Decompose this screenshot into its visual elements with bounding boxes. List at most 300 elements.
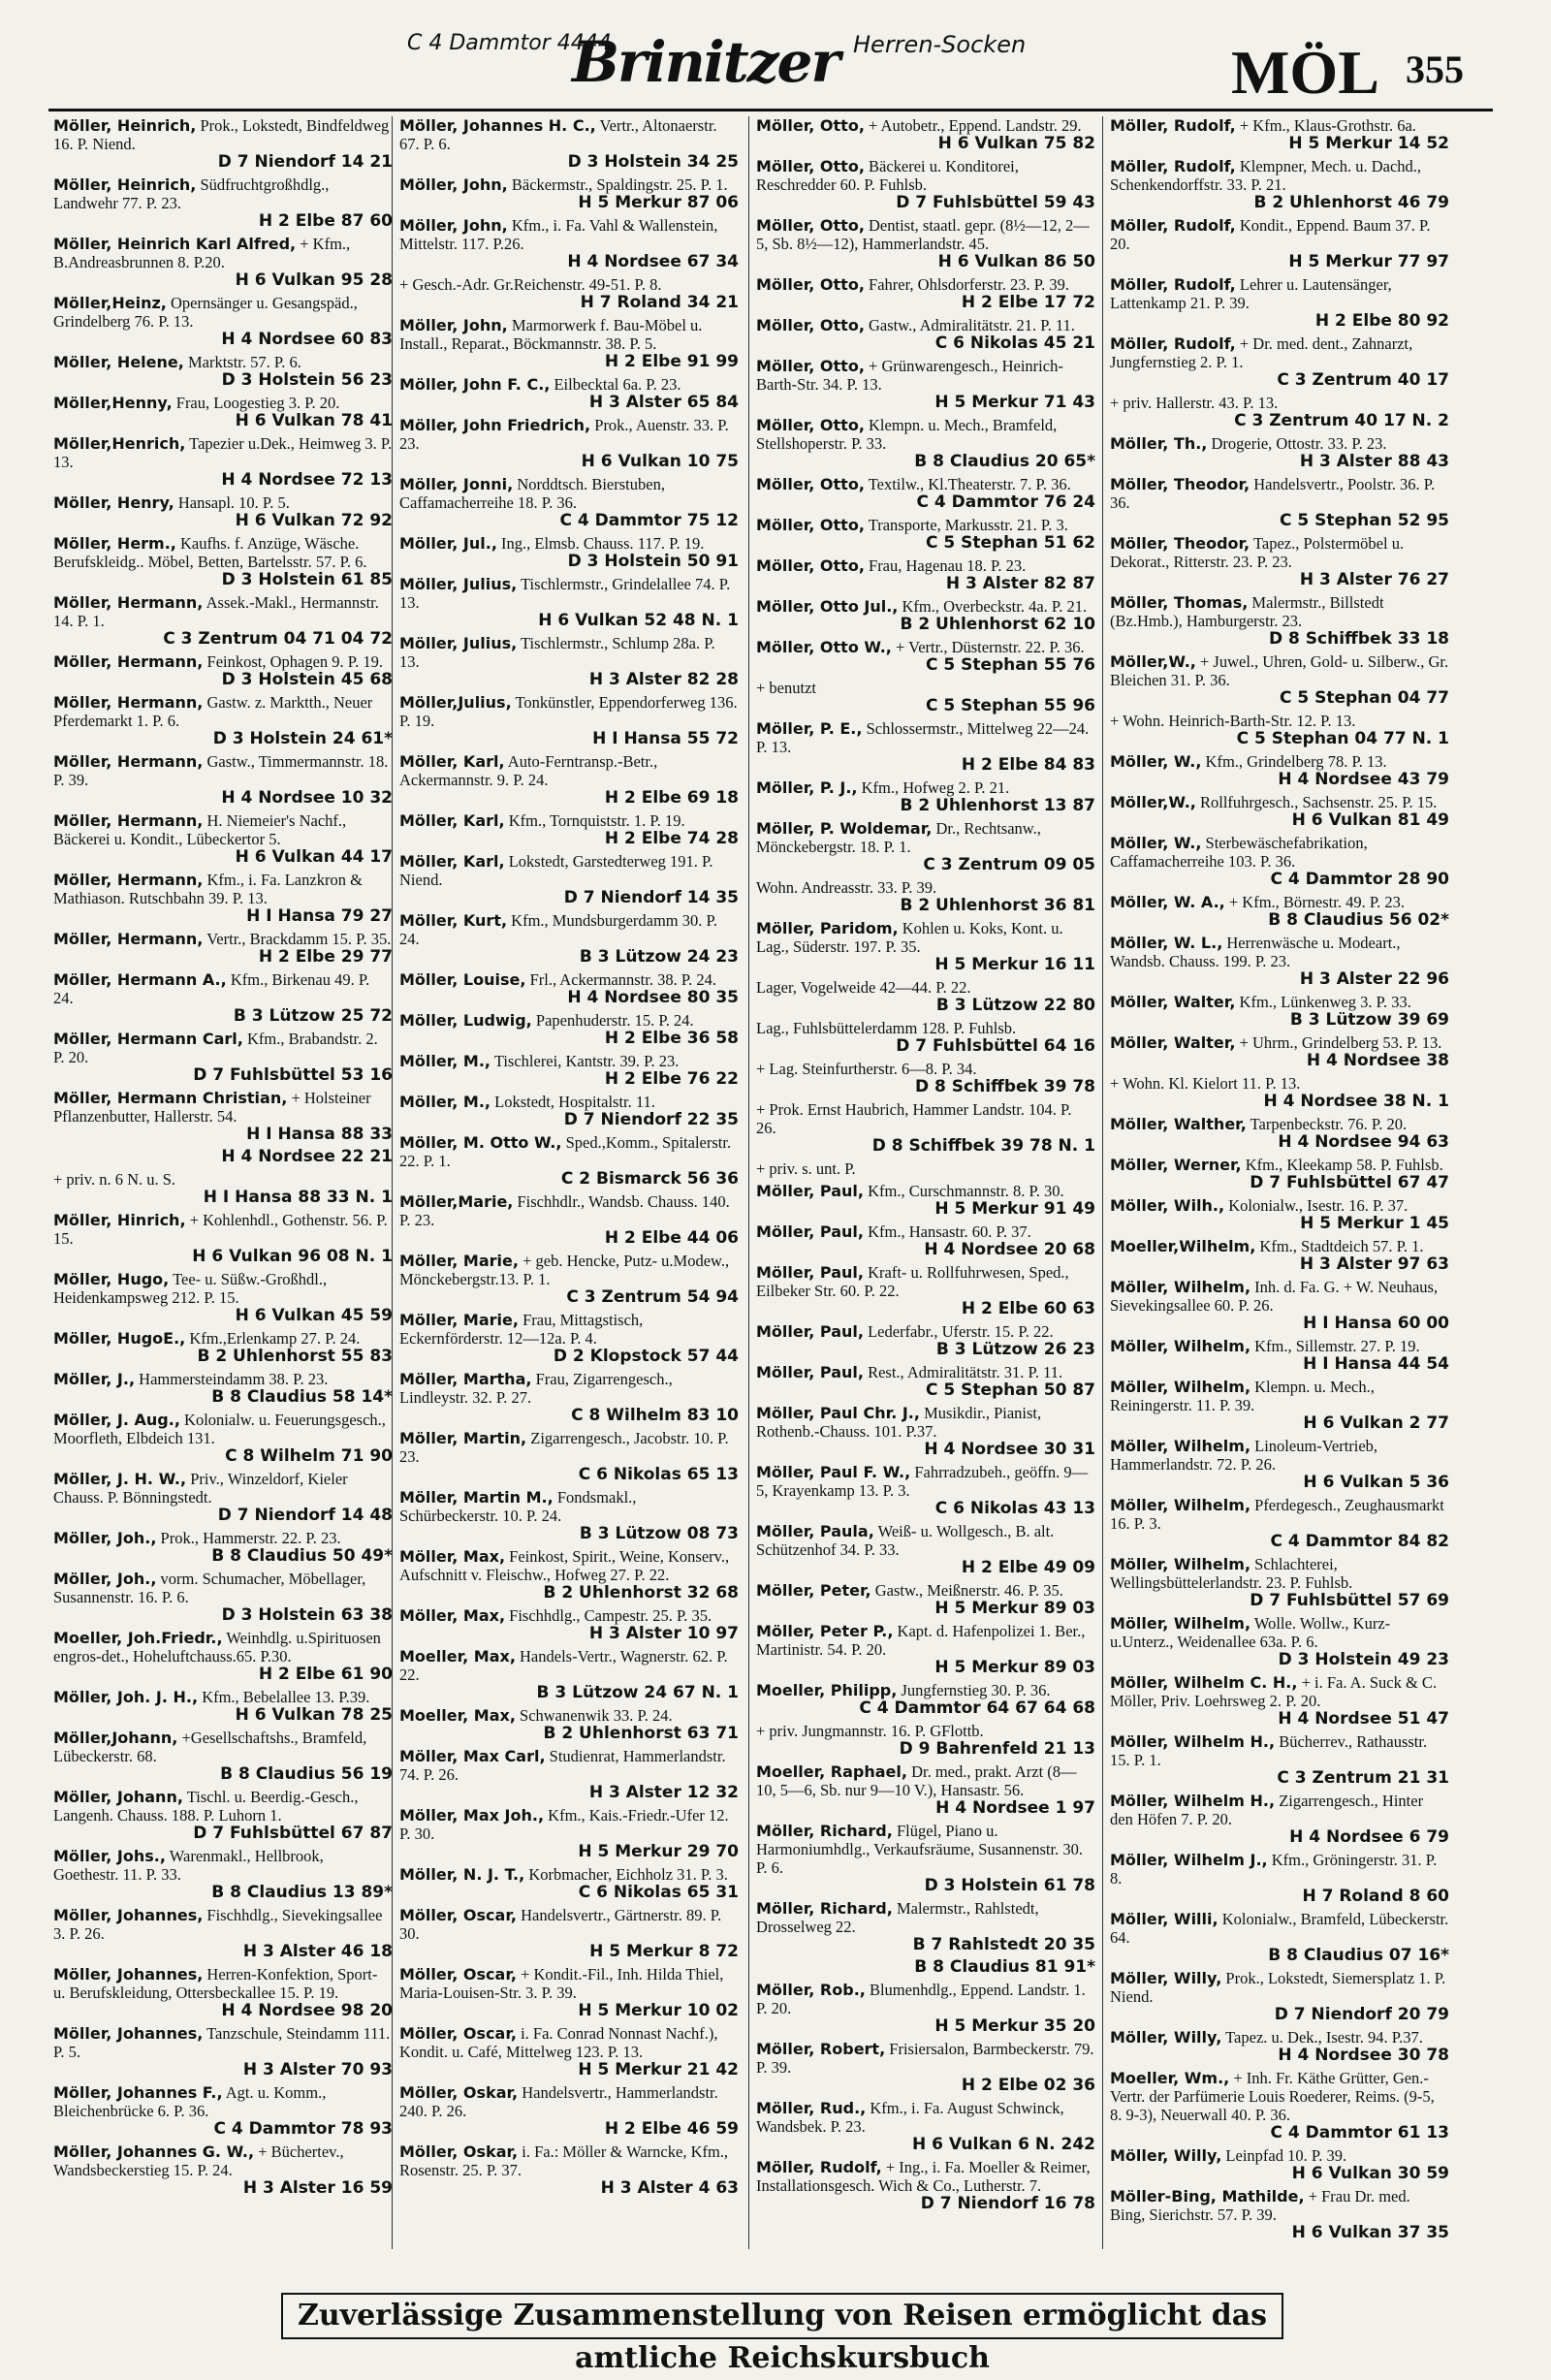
entry-phone: H 2 Elbe 61 90	[258, 1665, 393, 1684]
entry-name: Möller, Rob.,	[756, 1981, 866, 1999]
entry-details: Sped.,Komm., Spitalerstr. 22. P. 1.	[399, 1133, 732, 1170]
entry-phone: B 3 Lützow 25 72	[233, 1006, 393, 1026]
entry-name: Möller, J. Aug.,	[53, 1411, 180, 1429]
entry-phone: D 7 Niendorf 22 35	[563, 1110, 739, 1129]
directory-entry	[1110, 2187, 1449, 2242]
entry-phone: H I Hansa 88 33	[246, 1125, 393, 1144]
directory-entry	[53, 1148, 393, 1166]
entry-name: Möller, Rudolf,	[756, 2158, 882, 2176]
entry-phone: H 3 Alster 82 28	[588, 670, 739, 689]
entry-phone: H 3 Alster 88 43	[1299, 452, 1449, 471]
directory-entry	[399, 693, 739, 748]
entry-phone: D 7 Fuhlsbüttel 64 16	[896, 1036, 1095, 1056]
entry-details: Lokstedt, Hospitalstr. 11.	[494, 1093, 655, 1111]
entry-details: Kondit., Eppend. Baum 37. P. 20.	[1110, 216, 1431, 253]
entry-details: Tee- u. Süßw.-Großhdl., Heidenkampsweg 212. P. 15.	[53, 1270, 328, 1307]
directory-entry	[1110, 275, 1449, 331]
directory-entry	[399, 1252, 739, 1307]
entry-details: Textilw., Kl.Theaterstr. 7. P. 36.	[868, 475, 1071, 493]
entry-phone: H 3 Alster 46 18	[242, 1942, 393, 1961]
entry-name: Möller, Hermann,	[53, 811, 204, 830]
entry-name: Möller, Louise,	[399, 970, 526, 989]
entry-name: Möller,Julius,	[399, 693, 512, 712]
directory-entry	[1110, 334, 1449, 390]
entry-phone: H 4 Nordsee 98 20	[221, 2001, 393, 2020]
entry-name: Möller, M. Otto W.,	[399, 1133, 562, 1152]
entry-name: Möller, Willi,	[1110, 1910, 1219, 1928]
entry-phone: H 3 Alster 76 27	[1299, 570, 1449, 589]
directory-entry	[53, 930, 393, 967]
entry-phone: H 5 Merkur 8 72	[589, 1942, 739, 1961]
entry-phone: B 8 Claudius 50 49*	[211, 1546, 393, 1566]
entry-details: Jungfernstieg 30. P. 36.	[901, 1681, 1051, 1699]
entry-name: Möller, Peter P.,	[756, 1622, 894, 1640]
entry-phone: H 6 Vulkan 78 25	[235, 1705, 393, 1725]
entry-phone: C 4 Dammtor 61 13	[1270, 2123, 1449, 2142]
entry-name: Möller, Otto,	[756, 357, 865, 375]
entry-details: Frau, Zigarrengesch., Lindleystr. 32. P. 27.	[399, 1370, 673, 1407]
directory-entry	[756, 2158, 1095, 2213]
entry-details: Tapez., Polstermöbel u. Dekorat., Ritterstr. 23. P. 23.	[1110, 534, 1405, 571]
entry-name: Möller, P. Woldemar,	[756, 819, 933, 838]
directory-entry	[756, 1722, 1095, 1759]
directory-entry	[399, 275, 739, 312]
entry-details: Weinhdlg. u.Spirituosen engros-det., Hoheluftchauss.65. P.30.	[53, 1629, 381, 1666]
entry-name: Möller, Johannes,	[53, 1965, 204, 1983]
entry-details: Feinkost, Ophagen 9. P. 19.	[206, 652, 384, 671]
directory-entry	[399, 1052, 739, 1089]
entry-phone: C 4 Dammtor 76 24	[916, 492, 1095, 512]
entry-name: Möller, Otto W.,	[756, 638, 892, 656]
entry-name: Möller,Johann,	[53, 1729, 178, 1747]
directory-entry	[756, 1762, 1095, 1818]
entry-details: Warenmakl., Hellbrook, Goethestr. 11. P. 33.	[53, 1847, 324, 1884]
directory-entry	[399, 1965, 739, 2020]
entry-phone: B 7 Rahlstedt 20 35	[912, 1935, 1095, 1954]
entry-details: Tarpenbeckstr. 76. P. 20.	[1250, 1115, 1408, 1133]
entry-details: + Uhrm., Grindelberg 53. P. 13.	[1239, 1033, 1442, 1052]
directory-entry	[1110, 1496, 1449, 1551]
entry-phone: H 4 Nordsee 20 68	[924, 1240, 1095, 1259]
column-1	[53, 116, 393, 2249]
directory-entry	[756, 1522, 1095, 1577]
entry-details: Malermstr., Rahlstedt, Drosselweg 22.	[756, 1899, 1039, 1936]
entry-name: Möller, Otto,	[756, 516, 865, 534]
entry-details: Handelsvertr., Poolstr. 36. P. 36.	[1110, 475, 1436, 512]
column-4	[1110, 116, 1449, 2249]
directory-entry	[53, 493, 393, 530]
directory-entry	[1110, 1156, 1449, 1192]
directory-entry	[1110, 1969, 1449, 2024]
entry-details: Linoleum-Vertrieb, Hammerlandstr. 72. P. 26.	[1110, 1437, 1378, 1474]
entry-phone: C 5 Stephan 55 96	[925, 696, 1095, 715]
entry-name: Möller-Bing, Mathilde,	[1110, 2187, 1305, 2205]
entry-phone: C 3 Zentrum 54 94	[566, 1287, 739, 1307]
directory-entry	[399, 1429, 739, 1484]
entry-phone: H 4 Nordsee 60 83	[221, 330, 393, 349]
entry-phone: B 3 Lützow 22 80	[935, 996, 1095, 1015]
directory-entry	[756, 679, 1095, 715]
directory-entry	[1110, 1196, 1449, 1233]
directory-entry	[756, 1404, 1095, 1459]
entry-phone: D 3 Holstein 45 68	[221, 670, 393, 689]
entry-phone: H I Hansa 55 72	[592, 729, 739, 748]
entry-details: Vertr., Altonaerstr. 67. P. 6.	[399, 116, 717, 153]
directory-entry	[53, 1906, 393, 1961]
entry-name: Möller, Oscar,	[399, 2024, 517, 2043]
directory-entry	[756, 1981, 1095, 2036]
entry-phone: H 5 Merkur 91 49	[934, 1199, 1095, 1219]
directory-entry	[399, 1311, 739, 1366]
entry-name: Möller, Heinrich Karl Alfred,	[53, 235, 297, 253]
entry-phone: H I Hansa 88 33 N. 1	[203, 1188, 393, 1207]
entry-phone: H 6 Vulkan 30 59	[1291, 2164, 1449, 2183]
entry-phone: H 5 Merkur 87 06	[578, 193, 739, 212]
entry-phone: D 7 Fuhlsbüttel 67 87	[193, 1824, 393, 1843]
entry-name: Möller, W. A.,	[1110, 893, 1225, 911]
entry-phone: H 2 Elbe 91 99	[604, 352, 739, 371]
entry-details: + i. Fa. A. Suck & C. Möller, Priv. Loehrsweg 2. P. 20.	[1110, 1673, 1438, 1710]
entry-name: Möller, Marie,	[399, 1252, 519, 1270]
entry-name: Möller, Walter,	[1110, 1033, 1236, 1052]
entry-name: Möller, Wilhelm,	[1110, 1614, 1251, 1633]
directory-entry	[53, 1329, 393, 1366]
entry-phone: H 2 Elbe 49 09	[961, 1558, 1095, 1577]
directory-entry	[756, 116, 1095, 153]
entry-details: Studienrat, Hammerlandstr. 74. P. 26.	[399, 1747, 726, 1784]
directory-entry	[399, 475, 739, 530]
entry-details: + Kfm., Börnestr. 49. P. 23.	[1228, 893, 1406, 911]
entry-name: Möller, Wilhelm,	[1110, 1278, 1251, 1296]
directory-entry	[756, 157, 1095, 212]
directory-entry	[756, 2040, 1095, 2095]
directory-entry	[1110, 216, 1449, 271]
entry-name: Möller, J.,	[53, 1370, 136, 1388]
entry-name: Möller, Robert,	[756, 2040, 886, 2058]
entry-details: Kfm., Overbeckstr. 4a. P. 21.	[902, 597, 1088, 616]
entry-details: Kfm., Grindelberg 78. P. 13.	[1205, 752, 1387, 771]
directory-entry	[1110, 593, 1449, 649]
entry-name: Möller, Max Joh.,	[399, 1806, 545, 1825]
entry-details: Lederfabr., Uferstr. 15. P. 22.	[868, 1322, 1054, 1341]
entry-name: Moeller, Raphael,	[756, 1762, 907, 1781]
entry-phone: D 3 Holstein 34 25	[567, 152, 739, 172]
directory-entry	[53, 811, 393, 867]
entry-name: Möller, Otto,	[756, 416, 865, 434]
entry-phone: D 3 Holstein 49 23	[1278, 1650, 1449, 1669]
entry-phone: H 3 Alster 82 87	[945, 574, 1095, 593]
entry-details: Agt. u. Komm., Bleichenbrücke 6. P. 36.	[53, 2083, 327, 2120]
entry-name: Möller, Wilhelm J.,	[1110, 1851, 1268, 1869]
entry-phone: D 7 Niendorf 14 35	[563, 888, 739, 907]
entry-details: Handels-Vertr., Wagnerstr. 62. P. 22.	[399, 1647, 728, 1684]
entry-details: + Gesch.-Adr. Gr.Reichenstr. 49-51. P. 8.	[399, 275, 662, 294]
entry-details: + Kohlenhdl., Gothenstr. 56. P. 15.	[53, 1211, 388, 1248]
entry-name: Möller, Henry,	[53, 493, 174, 512]
directory-entry	[1110, 893, 1449, 930]
directory-entry	[1110, 1378, 1449, 1433]
directory-entry	[756, 597, 1095, 634]
entry-phone: C 6 Nikolas 65 13	[578, 1465, 739, 1484]
entry-phone: H 4 Nordsee 80 35	[567, 988, 739, 1007]
entry-phone: C 6 Nikolas 45 21	[934, 333, 1095, 353]
entry-name: Möller, Max,	[399, 1606, 506, 1625]
entry-details: i. Fa. Conrad Nonnast Nachf.), Kondit. u. Café, Mittelweg 123. P. 13.	[399, 2024, 718, 2061]
entry-name: Möller, Otto Jul.,	[756, 597, 899, 616]
directory-entry	[399, 2024, 739, 2079]
entry-name: Möller, Johannes,	[53, 2024, 204, 2043]
advert-brand: Brinitzer	[572, 29, 839, 95]
entry-name: Möller, Paul,	[756, 1263, 864, 1282]
directory-entry	[1110, 394, 1449, 430]
entry-details: Priv., Winzeldorf, Kieler Chauss. P. Bönningstedt.	[53, 1470, 348, 1507]
entry-details: + Autobetr., Eppend. Landstr. 29.	[869, 116, 1082, 135]
entry-phone: H 6 Vulkan 52 48 N. 1	[538, 611, 739, 630]
entry-details: Hammersteindamm 38. P. 23.	[139, 1370, 329, 1388]
entry-details: Kolonialw., Bramfeld, Lübeckerstr. 64.	[1110, 1910, 1449, 1947]
entry-phone: D 3 Holstein 24 61*	[212, 729, 393, 748]
entry-details: Zigarrengesch., Hinter den Höfen 7. P. 20.	[1110, 1792, 1424, 1828]
entry-details: Lokstedt, Garstedterweg 191. P. Niend.	[399, 852, 713, 889]
directory-entry	[53, 1211, 393, 1266]
directory-entry	[53, 1529, 393, 1566]
entry-phone: H 4 Nordsee 94 63	[1278, 1132, 1449, 1152]
entry-name: Möller, Otto,	[756, 475, 865, 493]
directory-entry	[1110, 2069, 1449, 2142]
directory-entry	[399, 175, 739, 212]
entry-details: Kaufhs. f. Anzüge, Wäsche. Berufskleidg.. Möbel, Betten, Bartelsstr. 57. P. 6.	[53, 534, 367, 571]
entry-phone: B 3 Lützow 08 73	[579, 1524, 739, 1543]
entry-phone: D 9 Bahrenfeld 21 13	[899, 1739, 1095, 1759]
entry-name: Möller, Walter,	[1110, 993, 1236, 1011]
entry-name: Möller, Julius,	[399, 634, 518, 652]
directory-entry	[399, 634, 739, 689]
entry-phone: D 3 Holstein 61 78	[924, 1876, 1095, 1895]
directory-entry	[756, 516, 1095, 553]
entry-name: Möller, Hermann,	[53, 652, 204, 671]
entry-details: Kohlen u. Koks, Kont. u. Lag., Süderstr. 197. P. 35.	[756, 919, 1063, 956]
directory-entry	[756, 316, 1095, 353]
entry-name: Möller, Theodor,	[1110, 534, 1250, 553]
entry-details: Kfm., Sillemstr. 27. P. 19.	[1254, 1337, 1420, 1355]
entry-name: Möller, Martin,	[399, 1429, 527, 1447]
entry-details: Tischlermstr., Grindelallee 74. P. 13.	[399, 575, 731, 612]
entry-details: + Frau Dr. med. Bing, Sierichstr. 57. P. 39.	[1110, 2187, 1410, 2224]
header-rule	[48, 109, 1493, 111]
entry-name: Möller, Johannes,	[53, 1906, 204, 1924]
entry-name: Möller, M.,	[399, 1093, 491, 1111]
directory-entry	[399, 1865, 739, 1902]
entry-details: Fischhdlg., Sievekingsallee 3. P. 26.	[53, 1906, 383, 1943]
entry-name: Möller, Paul,	[756, 1182, 864, 1200]
directory-entry	[53, 1788, 393, 1843]
entry-name: Möller, Theodor,	[1110, 475, 1250, 493]
directory-entry	[756, 1322, 1095, 1359]
entry-details: Kfm., Gröningerstr. 31. P. 8.	[1110, 1851, 1438, 1888]
entry-phone: H 3 Alster 70 93	[242, 2060, 393, 2079]
directory-entry	[1110, 2146, 1449, 2183]
entry-phone: H 4 Nordsee 1 97	[935, 1798, 1095, 1818]
entry-phone: H 5 Merkur 1 45	[1300, 1214, 1449, 1233]
entry-details: Frl., Ackermannstr. 38. P. 24.	[529, 970, 717, 989]
entry-details: Handelsvertr., Gärtnerstr. 89. P. 30.	[399, 1906, 722, 1943]
directory-entry	[1110, 1673, 1449, 1729]
entry-details: Gastw., Admiralitätstr. 21. P. 11.	[869, 316, 1075, 334]
entry-details: + Prok. Ernst Haubrich, Hammer Landstr. 104. P. 26.	[756, 1100, 1072, 1137]
entry-details: Schwanenwik 33. P. 24.	[520, 1706, 673, 1725]
entry-details: Kraft- u. Rollfuhrwesen, Sped., Eilbeker Str. 60. P. 22.	[756, 1263, 1069, 1300]
entry-phone: B 3 Lützow 24 67 N. 1	[536, 1683, 739, 1702]
entry-phone: H 4 Nordsee 43 79	[1278, 770, 1449, 789]
entry-phone: H 4 Nordsee 30 31	[924, 1440, 1095, 1459]
entry-name: Moeller, Max,	[399, 1706, 516, 1725]
entry-name: Möller, Karl,	[399, 811, 505, 830]
entry-phone: H 6 Vulkan 10 75	[581, 452, 739, 471]
entry-details: Malermstr., Billstedt (Bz.Hmb.), Hamburgerstr. 23.	[1110, 593, 1384, 630]
entry-details: Bäckermstr., Spaldingstr. 25. P. 1.	[511, 175, 728, 194]
entry-phone: H 2 Elbe 44 06	[604, 1228, 739, 1248]
entry-phone: C 3 Zentrum 40 17 N. 2	[1234, 411, 1449, 430]
entry-name: Möller, P. E.,	[756, 719, 863, 738]
entry-name: Möller, Otto,	[756, 275, 865, 294]
entry-details: Klempner, Mech. u. Dachd., Schenkendorffstr. 33. P. 21.	[1110, 157, 1422, 194]
entry-phone: D 7 Niendorf 14 21	[217, 152, 393, 172]
directory-entry	[1110, 1337, 1449, 1374]
directory-entry	[399, 416, 739, 471]
entry-phone: H 2 Elbe 29 77	[258, 947, 393, 967]
entry-details: Frau, Mittagstisch, Eckernförderstr. 12—12a. P. 4.	[399, 1311, 644, 1348]
entry-name: Möller, Hermann Carl,	[53, 1030, 243, 1048]
directory-entry	[53, 434, 393, 490]
entry-phone: H 6 Vulkan 37 35	[1291, 2223, 1449, 2242]
directory-entry	[53, 1965, 393, 2020]
directory-entry	[53, 1030, 393, 1085]
entry-phone: H 2 Elbe 84 83	[961, 755, 1095, 775]
entry-phone: H 6 Vulkan 44 17	[235, 847, 393, 867]
entry-details: Marktstr. 57. P. 6.	[187, 353, 301, 371]
entry-details: Wohn. Andreasstr. 33. P. 39.	[756, 878, 937, 897]
entry-details: Kfm., Hansastr. 60. P. 37.	[868, 1222, 1031, 1241]
entry-phone: B 2 Uhlenhorst 46 79	[1253, 193, 1449, 212]
entry-phone: H 6 Vulkan 96 08 N. 1	[192, 1247, 393, 1266]
entry-details: + Büchertev., Wandsbeckerstieg 15. P. 24.	[53, 2142, 344, 2179]
entry-phone: H 3 Alster 10 97	[588, 1624, 739, 1643]
entry-phone: H 4 Nordsee 30 78	[1278, 2046, 1449, 2065]
directory-entry	[756, 1822, 1095, 1895]
directory-entry	[399, 1370, 739, 1425]
entry-name: Möller, Julius,	[399, 575, 518, 593]
entry-details: Rest., Admiralitätstr. 31. P. 11.	[868, 1363, 1063, 1381]
entry-phone: C 5 Stephan 04 77 N. 1	[1236, 729, 1449, 748]
entry-name: Möller, N. J. T.,	[399, 1865, 525, 1884]
entry-name: Möller, Wilhelm,	[1110, 1437, 1251, 1455]
entry-phone: C 4 Dammtor 78 93	[213, 2119, 393, 2139]
directory-entry	[53, 1370, 393, 1407]
directory-entry	[1110, 652, 1449, 708]
entry-name: Möller, Otto,	[756, 556, 865, 575]
entry-phone: H 2 Elbe 87 60	[258, 211, 393, 231]
entry-details: +Gesellschaftshs., Bramfeld, Lübeckerstr. 68.	[53, 1729, 367, 1765]
entry-name: Möller, Johs.,	[53, 1847, 166, 1865]
directory-entry	[53, 1089, 393, 1144]
entry-name: Möller, Werner,	[1110, 1156, 1242, 1174]
directory-entry	[399, 1133, 739, 1189]
directory-entry	[53, 2142, 393, 2198]
entry-phone: D 8 Schiffbek 39 78 N. 1	[871, 1136, 1095, 1156]
entry-name: Möller, Heinrich,	[53, 175, 197, 194]
entry-name: Möller,W.,	[1110, 652, 1196, 671]
entry-details: Inh. d. Fa. G. + W. Neuhaus, Sievekingsallee 60. P. 26.	[1110, 1278, 1439, 1315]
entry-details: Kapt. d. Hafenpolizei 1. Ber., Martinistr. 54. P. 20.	[756, 1622, 1086, 1659]
entry-details: Kfm.,Erlenkamp 27. P. 24.	[189, 1329, 361, 1348]
entry-phone: H 7 Roland 34 21	[580, 293, 739, 312]
entry-name: Möller, W. L.,	[1110, 934, 1223, 952]
directory-entry	[399, 2142, 739, 2198]
entry-name: Möller, Martha,	[399, 1370, 532, 1388]
entry-details: + Juwel., Uhren, Gold- u. Silberw., Gr. Bleichen 31. P. 36.	[1110, 652, 1449, 689]
directory-entry	[756, 216, 1095, 271]
entry-name: Möller, Joh.,	[53, 1529, 157, 1547]
entry-name: Möller, Hermann A.,	[53, 970, 227, 989]
entry-name: Möller, Peter,	[756, 1581, 871, 1600]
entry-name: Möller, Wilh.,	[1110, 1196, 1225, 1215]
directory-entry	[399, 1093, 739, 1129]
entry-details: Musikdir., Pianist, Rothenb.-Chauss. 101. P.37.	[756, 1404, 1042, 1441]
directory-entry	[399, 752, 739, 808]
entry-name: Möller, Jonni,	[399, 475, 514, 493]
entry-phone: B 3 Lützow 39 69	[1289, 1010, 1449, 1030]
directory-entry	[1110, 534, 1449, 589]
directory-entry	[756, 2099, 1095, 2154]
directory-entry	[1110, 157, 1449, 212]
entry-phone: H 6 Vulkan 72 92	[235, 511, 393, 530]
entry-phone: H 3 Alster 97 63	[1299, 1254, 1449, 1274]
entry-details: Kfm., Kleekamp 58. P. Fuhlsb.	[1245, 1156, 1443, 1174]
entry-phone: H 2 Elbe 17 72	[961, 293, 1095, 312]
entry-phone: B 2 Uhlenhorst 32 68	[543, 1583, 739, 1603]
entry-phone: H 6 Vulkan 5 36	[1303, 1473, 1449, 1492]
directory-entry	[399, 1747, 739, 1802]
entry-phone: H 3 Alster 16 59	[242, 2178, 393, 2198]
entry-phone: H 6 Vulkan 2 77	[1303, 1413, 1449, 1433]
column-2	[399, 116, 739, 2249]
directory-entry	[399, 375, 739, 412]
directory-entry	[53, 294, 393, 349]
entry-phone: C 3 Zentrum 09 05	[923, 855, 1095, 874]
directory-entry	[756, 719, 1095, 775]
entry-details: Eilbecktal 6a. P. 23.	[554, 375, 681, 394]
directory-entry	[756, 1019, 1095, 1056]
entry-phone: B 8 Claudius 56 02*	[1268, 910, 1449, 930]
entry-phone: B 8 Claudius 20 65*	[914, 452, 1095, 471]
entry-phone: H 4 Nordsee 22 21	[221, 1147, 393, 1166]
directory-entry	[1110, 1437, 1449, 1492]
entry-name: Möller, John,	[399, 316, 508, 334]
entry-name: Moeller, Philipp,	[756, 1681, 898, 1699]
entry-details: Frisiersalon, Barmbeckerstr. 79. P. 39.	[756, 2040, 1094, 2077]
entry-name: Möller, Herm.,	[53, 534, 176, 553]
directory-entry	[756, 1681, 1095, 1718]
entry-details: Handelsvertr., Hammerlandstr. 240. P. 26.	[399, 2083, 718, 2120]
directory-entry	[756, 556, 1095, 593]
entry-details: + Vertr., Düsternstr. 22. P. 36.	[896, 638, 1085, 656]
entry-details: Bäckerei u. Konditorei, Reschredder 60. P. Fuhlsb.	[756, 157, 1019, 194]
entry-name: Moeller, Wm.,	[1110, 2069, 1230, 2087]
entry-details: Prok., Lokstedt, Siemersplatz 1. P. Niend.	[1110, 1969, 1446, 2006]
entry-name: Möller, Paul,	[756, 1363, 864, 1381]
entry-name: Möller, Paula,	[756, 1522, 874, 1540]
directory-entry	[756, 1182, 1095, 1219]
